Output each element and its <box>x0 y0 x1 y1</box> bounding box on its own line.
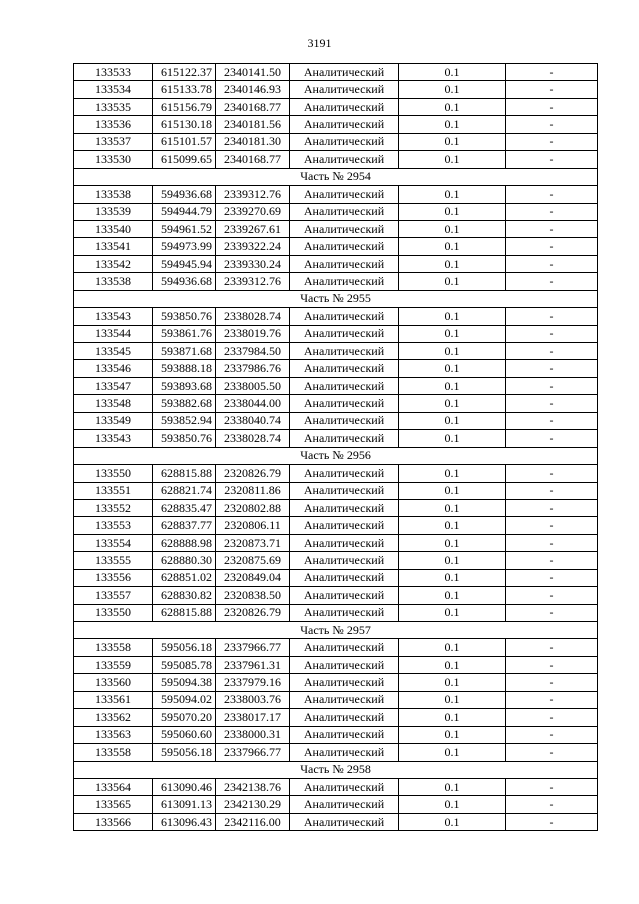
part-prefix: Часть № <box>300 291 347 306</box>
method-cell: Аналитический <box>290 691 399 708</box>
method-cell: Аналитический <box>290 220 399 237</box>
point-id-cell: 133530 <box>74 151 153 168</box>
accuracy-cell: 0.1 <box>399 482 506 499</box>
y-coordinate-cell: 2339330.24 <box>216 255 290 272</box>
table-row <box>74 151 598 168</box>
point-id-cell: 133558 <box>74 639 153 656</box>
note-cell: - <box>506 81 598 98</box>
x-coordinate-cell: 593888.18 <box>153 360 216 377</box>
y-coordinate-cell: 2338019.76 <box>216 325 290 342</box>
note-cell: - <box>506 569 598 586</box>
x-coordinate-cell: 595094.02 <box>153 691 216 708</box>
table-row <box>74 412 598 429</box>
y-coordinate-cell: 2338028.74 <box>216 430 290 447</box>
y-coordinate-cell: 2320873.71 <box>216 534 290 551</box>
table-row <box>74 796 598 813</box>
y-coordinate-cell: 2320826.79 <box>216 604 290 621</box>
x-coordinate-cell: 595060.60 <box>153 726 216 743</box>
method-cell: Аналитический <box>290 744 399 761</box>
table-row <box>74 517 598 534</box>
x-coordinate-cell: 593871.68 <box>153 343 216 360</box>
y-coordinate-cell: 2337984.50 <box>216 343 290 360</box>
note-cell: - <box>506 778 598 795</box>
note-cell: - <box>506 744 598 761</box>
y-coordinate-cell: 2320826.79 <box>216 465 290 482</box>
x-coordinate-cell: 594945.94 <box>153 255 216 272</box>
method-cell: Аналитический <box>290 377 399 394</box>
x-coordinate-cell: 595070.20 <box>153 709 216 726</box>
point-id-cell: 133535 <box>74 98 153 115</box>
y-coordinate-cell: 2339267.61 <box>216 220 290 237</box>
method-cell: Аналитический <box>290 569 399 586</box>
note-cell: - <box>506 691 598 708</box>
method-cell: Аналитический <box>290 64 399 81</box>
y-coordinate-cell: 2338017.17 <box>216 709 290 726</box>
y-coordinate-cell: 2338040.74 <box>216 412 290 429</box>
y-coordinate-cell: 2339312.76 <box>216 273 290 290</box>
x-coordinate-cell: 615101.57 <box>153 133 216 150</box>
method-cell: Аналитический <box>290 465 399 482</box>
accuracy-cell: 0.1 <box>399 465 506 482</box>
method-cell: Аналитический <box>290 778 399 795</box>
note-cell: - <box>506 151 598 168</box>
y-coordinate-cell: 2337966.77 <box>216 744 290 761</box>
method-cell: Аналитический <box>290 151 399 168</box>
table-row <box>74 325 598 342</box>
point-id-cell: 133561 <box>74 691 153 708</box>
y-coordinate-cell: 2339270.69 <box>216 203 290 220</box>
y-coordinate-cell: 2342116.00 <box>216 813 290 830</box>
note-cell: - <box>506 412 598 429</box>
note-cell: - <box>506 465 598 482</box>
table-row <box>74 98 598 115</box>
note-cell: - <box>506 377 598 394</box>
note-cell: - <box>506 482 598 499</box>
point-id-cell: 133541 <box>74 238 153 255</box>
table-row <box>74 308 598 325</box>
method-cell: Аналитический <box>290 482 399 499</box>
part-header <box>74 761 598 778</box>
method-cell: Аналитический <box>290 587 399 604</box>
x-coordinate-cell: 628851.02 <box>153 569 216 586</box>
point-id-cell: 133536 <box>74 116 153 133</box>
y-coordinate-cell: 2337961.31 <box>216 656 290 673</box>
method-cell: Аналитический <box>290 133 399 150</box>
point-id-cell: 133545 <box>74 343 153 360</box>
y-coordinate-cell: 2338003.76 <box>216 691 290 708</box>
part-header <box>74 447 598 464</box>
part-header-row <box>74 622 598 639</box>
y-coordinate-cell: 2339312.76 <box>216 186 290 203</box>
table-row <box>74 656 598 673</box>
method-cell: Аналитический <box>290 656 399 673</box>
method-cell: Аналитический <box>290 674 399 691</box>
accuracy-cell: 0.1 <box>399 238 506 255</box>
x-coordinate-cell: 593882.68 <box>153 395 216 412</box>
note-cell: - <box>506 796 598 813</box>
accuracy-cell: 0.1 <box>399 691 506 708</box>
x-coordinate-cell: 613090.46 <box>153 778 216 795</box>
point-id-cell: 133562 <box>74 709 153 726</box>
table-row <box>74 604 598 621</box>
table-row <box>74 255 598 272</box>
method-cell: Аналитический <box>290 796 399 813</box>
method-cell: Аналитический <box>290 604 399 621</box>
accuracy-cell: 0.1 <box>399 744 506 761</box>
x-coordinate-cell: 595056.18 <box>153 639 216 656</box>
point-id-cell: 133554 <box>74 534 153 551</box>
note-cell: - <box>506 726 598 743</box>
table-row <box>74 377 598 394</box>
coordinates-table-body <box>74 64 598 831</box>
point-id-cell: 133534 <box>74 81 153 98</box>
note-cell: - <box>506 273 598 290</box>
accuracy-cell: 0.1 <box>399 151 506 168</box>
x-coordinate-cell: 594944.79 <box>153 203 216 220</box>
x-coordinate-cell: 594936.68 <box>153 273 216 290</box>
point-id-cell: 133543 <box>74 430 153 447</box>
y-coordinate-cell: 2320875.69 <box>216 552 290 569</box>
note-cell: - <box>506 220 598 237</box>
note-cell: - <box>506 360 598 377</box>
part-header-row <box>74 168 598 185</box>
accuracy-cell: 0.1 <box>399 98 506 115</box>
x-coordinate-cell: 613091.13 <box>153 796 216 813</box>
method-cell: Аналитический <box>290 273 399 290</box>
method-cell: Аналитический <box>290 412 399 429</box>
page-number: 3191 <box>307 36 332 50</box>
x-coordinate-cell: 615133.78 <box>153 81 216 98</box>
point-id-cell: 133555 <box>74 552 153 569</box>
method-cell: Аналитический <box>290 499 399 516</box>
x-coordinate-cell: 593850.76 <box>153 308 216 325</box>
part-prefix: Часть № <box>300 622 347 637</box>
point-id-cell: 133566 <box>74 813 153 830</box>
table-row <box>74 482 598 499</box>
method-cell: Аналитический <box>290 639 399 656</box>
point-id-cell: 133560 <box>74 674 153 691</box>
x-coordinate-cell: 593861.76 <box>153 325 216 342</box>
accuracy-cell: 0.1 <box>399 709 506 726</box>
note-cell: - <box>506 674 598 691</box>
note-cell: - <box>506 656 598 673</box>
accuracy-cell: 0.1 <box>399 220 506 237</box>
point-id-cell: 133546 <box>74 360 153 377</box>
y-coordinate-cell: 2320811.86 <box>216 482 290 499</box>
table-row <box>74 499 598 516</box>
x-coordinate-cell: 615122.37 <box>153 64 216 81</box>
method-cell: Аналитический <box>290 395 399 412</box>
table-row <box>74 691 598 708</box>
part-number: 2954 <box>346 169 371 184</box>
accuracy-cell: 0.1 <box>399 569 506 586</box>
point-id-cell: 133558 <box>74 744 153 761</box>
accuracy-cell: 0.1 <box>399 325 506 342</box>
part-number: 2956 <box>346 448 371 463</box>
note-cell: - <box>506 499 598 516</box>
accuracy-cell: 0.1 <box>399 203 506 220</box>
method-cell: Аналитический <box>290 726 399 743</box>
table-row <box>74 744 598 761</box>
accuracy-cell: 0.1 <box>399 412 506 429</box>
note-cell: - <box>506 133 598 150</box>
x-coordinate-cell: 628888.98 <box>153 534 216 551</box>
table-row <box>74 465 598 482</box>
accuracy-cell: 0.1 <box>399 360 506 377</box>
part-header <box>74 622 598 639</box>
x-coordinate-cell: 628837.77 <box>153 517 216 534</box>
x-coordinate-cell: 615156.79 <box>153 98 216 115</box>
note-cell: - <box>506 255 598 272</box>
x-coordinate-cell: 613096.43 <box>153 813 216 830</box>
x-coordinate-cell: 628830.82 <box>153 587 216 604</box>
x-coordinate-cell: 594936.68 <box>153 186 216 203</box>
note-cell: - <box>506 430 598 447</box>
y-coordinate-cell: 2337979.16 <box>216 674 290 691</box>
y-coordinate-cell: 2339322.24 <box>216 238 290 255</box>
part-header-row <box>74 447 598 464</box>
table-row <box>74 116 598 133</box>
point-id-cell: 133542 <box>74 255 153 272</box>
accuracy-cell: 0.1 <box>399 81 506 98</box>
x-coordinate-cell: 628815.88 <box>153 604 216 621</box>
table-row <box>74 81 598 98</box>
y-coordinate-cell: 2338000.31 <box>216 726 290 743</box>
method-cell: Аналитический <box>290 203 399 220</box>
table-row <box>74 133 598 150</box>
table-row <box>74 569 598 586</box>
note-cell: - <box>506 186 598 203</box>
table-row <box>74 534 598 551</box>
note-cell: - <box>506 203 598 220</box>
method-cell: Аналитический <box>290 186 399 203</box>
point-id-cell: 133565 <box>74 796 153 813</box>
y-coordinate-cell: 2337986.76 <box>216 360 290 377</box>
point-id-cell: 133540 <box>74 220 153 237</box>
coordinates-table <box>73 63 598 831</box>
note-cell: - <box>506 308 598 325</box>
part-header-row <box>74 290 598 307</box>
method-cell: Аналитический <box>290 430 399 447</box>
part-prefix: Часть № <box>300 169 347 184</box>
method-cell: Аналитический <box>290 552 399 569</box>
accuracy-cell: 0.1 <box>399 674 506 691</box>
accuracy-cell: 0.1 <box>399 64 506 81</box>
x-coordinate-cell: 628835.47 <box>153 499 216 516</box>
method-cell: Аналитический <box>290 255 399 272</box>
table-row <box>74 778 598 795</box>
y-coordinate-cell: 2340181.30 <box>216 133 290 150</box>
y-coordinate-cell: 2340168.77 <box>216 98 290 115</box>
accuracy-cell: 0.1 <box>399 395 506 412</box>
point-id-cell: 133549 <box>74 412 153 429</box>
accuracy-cell: 0.1 <box>399 534 506 551</box>
method-cell: Аналитический <box>290 308 399 325</box>
table-row <box>74 674 598 691</box>
note-cell: - <box>506 64 598 81</box>
y-coordinate-cell: 2340168.77 <box>216 151 290 168</box>
note-cell: - <box>506 813 598 830</box>
table-row <box>74 587 598 604</box>
table-row <box>74 360 598 377</box>
point-id-cell: 133544 <box>74 325 153 342</box>
accuracy-cell: 0.1 <box>399 377 506 394</box>
part-number: 2957 <box>346 622 371 637</box>
table-row <box>74 813 598 830</box>
accuracy-cell: 0.1 <box>399 273 506 290</box>
part-prefix: Часть № <box>300 448 347 463</box>
part-header <box>74 168 598 185</box>
method-cell: Аналитический <box>290 534 399 551</box>
point-id-cell: 133538 <box>74 273 153 290</box>
part-prefix: Часть № <box>300 762 347 777</box>
x-coordinate-cell: 628821.74 <box>153 482 216 499</box>
accuracy-cell: 0.1 <box>399 186 506 203</box>
accuracy-cell: 0.1 <box>399 499 506 516</box>
accuracy-cell: 0.1 <box>399 552 506 569</box>
point-id-cell: 133563 <box>74 726 153 743</box>
y-coordinate-cell: 2338005.50 <box>216 377 290 394</box>
table-row <box>74 273 598 290</box>
point-id-cell: 133559 <box>74 656 153 673</box>
method-cell: Аналитический <box>290 116 399 133</box>
note-cell: - <box>506 639 598 656</box>
x-coordinate-cell: 594973.99 <box>153 238 216 255</box>
y-coordinate-cell: 2337966.77 <box>216 639 290 656</box>
note-cell: - <box>506 552 598 569</box>
note-cell: - <box>506 325 598 342</box>
x-coordinate-cell: 615130.18 <box>153 116 216 133</box>
point-id-cell: 133564 <box>74 778 153 795</box>
point-id-cell: 133543 <box>74 308 153 325</box>
table-row <box>74 552 598 569</box>
method-cell: Аналитический <box>290 81 399 98</box>
x-coordinate-cell: 628815.88 <box>153 465 216 482</box>
accuracy-cell: 0.1 <box>399 133 506 150</box>
accuracy-cell: 0.1 <box>399 308 506 325</box>
point-id-cell: 133551 <box>74 482 153 499</box>
accuracy-cell: 0.1 <box>399 430 506 447</box>
y-coordinate-cell: 2340146.93 <box>216 81 290 98</box>
y-coordinate-cell: 2338028.74 <box>216 308 290 325</box>
x-coordinate-cell: 595056.18 <box>153 744 216 761</box>
note-cell: - <box>506 587 598 604</box>
method-cell: Аналитический <box>290 709 399 726</box>
table-row <box>74 220 598 237</box>
note-cell: - <box>506 238 598 255</box>
note-cell: - <box>506 116 598 133</box>
accuracy-cell: 0.1 <box>399 116 506 133</box>
point-id-cell: 133547 <box>74 377 153 394</box>
accuracy-cell: 0.1 <box>399 726 506 743</box>
table-row <box>74 343 598 360</box>
accuracy-cell: 0.1 <box>399 604 506 621</box>
table-row <box>74 395 598 412</box>
point-id-cell: 133548 <box>74 395 153 412</box>
part-header-row <box>74 761 598 778</box>
note-cell: - <box>506 517 598 534</box>
point-id-cell: 133552 <box>74 499 153 516</box>
y-coordinate-cell: 2320849.04 <box>216 569 290 586</box>
table-row <box>74 186 598 203</box>
point-id-cell: 133553 <box>74 517 153 534</box>
y-coordinate-cell: 2338044.00 <box>216 395 290 412</box>
table-row <box>74 238 598 255</box>
method-cell: Аналитический <box>290 343 399 360</box>
x-coordinate-cell: 628880.30 <box>153 552 216 569</box>
y-coordinate-cell: 2320838.50 <box>216 587 290 604</box>
note-cell: - <box>506 604 598 621</box>
method-cell: Аналитический <box>290 325 399 342</box>
y-coordinate-cell: 2320802.88 <box>216 499 290 516</box>
accuracy-cell: 0.1 <box>399 343 506 360</box>
method-cell: Аналитический <box>290 517 399 534</box>
method-cell: Аналитический <box>290 238 399 255</box>
accuracy-cell: 0.1 <box>399 639 506 656</box>
x-coordinate-cell: 594961.52 <box>153 220 216 237</box>
y-coordinate-cell: 2340141.50 <box>216 64 290 81</box>
x-coordinate-cell: 595085.78 <box>153 656 216 673</box>
accuracy-cell: 0.1 <box>399 587 506 604</box>
accuracy-cell: 0.1 <box>399 778 506 795</box>
y-coordinate-cell: 2342130.29 <box>216 796 290 813</box>
note-cell: - <box>506 343 598 360</box>
note-cell: - <box>506 98 598 115</box>
point-id-cell: 133557 <box>74 587 153 604</box>
y-coordinate-cell: 2342138.76 <box>216 778 290 795</box>
x-coordinate-cell: 615099.65 <box>153 151 216 168</box>
part-number: 2955 <box>346 291 371 306</box>
note-cell: - <box>506 534 598 551</box>
x-coordinate-cell: 595094.38 <box>153 674 216 691</box>
accuracy-cell: 0.1 <box>399 517 506 534</box>
part-header <box>74 290 598 307</box>
method-cell: Аналитический <box>290 813 399 830</box>
point-id-cell: 133556 <box>74 569 153 586</box>
x-coordinate-cell: 593893.68 <box>153 377 216 394</box>
accuracy-cell: 0.1 <box>399 656 506 673</box>
accuracy-cell: 0.1 <box>399 255 506 272</box>
method-cell: Аналитический <box>290 98 399 115</box>
point-id-cell: 133550 <box>74 604 153 621</box>
point-id-cell: 133539 <box>74 203 153 220</box>
table-row <box>74 430 598 447</box>
table-row <box>74 709 598 726</box>
table-row <box>74 64 598 81</box>
x-coordinate-cell: 593850.76 <box>153 430 216 447</box>
table-row <box>74 203 598 220</box>
accuracy-cell: 0.1 <box>399 813 506 830</box>
note-cell: - <box>506 709 598 726</box>
x-coordinate-cell: 593852.94 <box>153 412 216 429</box>
point-id-cell: 133550 <box>74 465 153 482</box>
table-row <box>74 639 598 656</box>
part-number: 2958 <box>346 762 371 777</box>
y-coordinate-cell: 2340181.56 <box>216 116 290 133</box>
point-id-cell: 133537 <box>74 133 153 150</box>
accuracy-cell: 0.1 <box>399 796 506 813</box>
point-id-cell: 133538 <box>74 186 153 203</box>
point-id-cell: 133533 <box>74 64 153 81</box>
y-coordinate-cell: 2320806.11 <box>216 517 290 534</box>
note-cell: - <box>506 395 598 412</box>
method-cell: Аналитический <box>290 360 399 377</box>
table-row <box>74 726 598 743</box>
